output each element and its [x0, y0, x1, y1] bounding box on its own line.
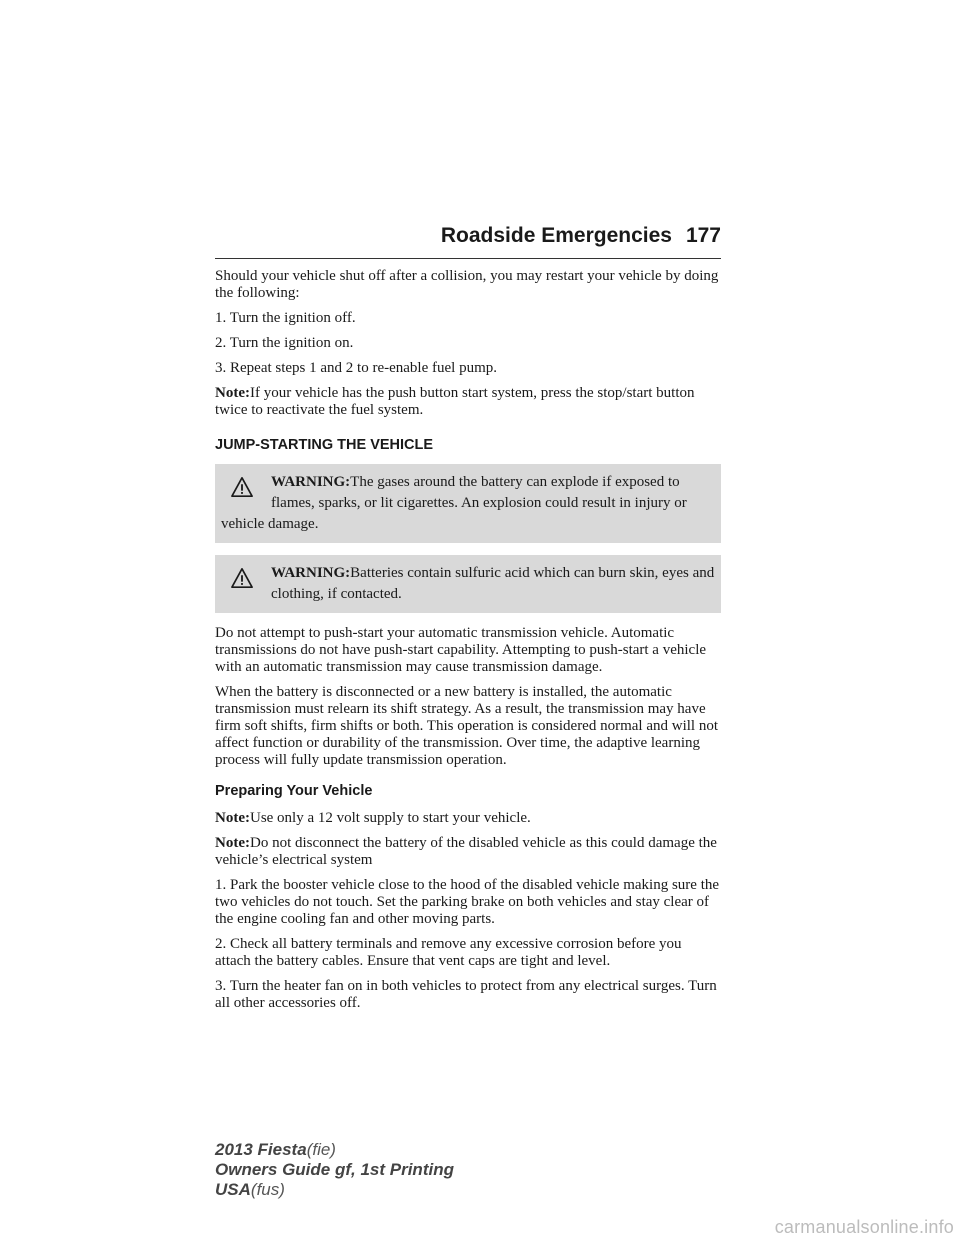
page-number: 177 [685, 224, 721, 247]
warning-label: WARNING: [271, 474, 351, 490]
intro-step-2: 2. Turn the ignition on. [215, 335, 354, 351]
warning-text: Batteries contain sulfuric acid which can burn skin, eyes and clothing, if contacted. [271, 565, 715, 602]
section-title: Roadside Emergencies [440, 224, 672, 247]
footer-model-code: (fie) [306, 1140, 336, 1159]
preparing-step-3: 3. Turn the heater fan on in both vehicles to protect from any electrical surges. Turn all other accessories off. [215, 978, 717, 1011]
intro-step-3: 3. Repeat steps 1 and 2 to re-enable fuel pump. [215, 360, 497, 376]
footer-guide: Owners Guide gf, 1st Printing [215, 1160, 454, 1179]
warning-box-2 [215, 555, 721, 613]
intro-paragraph: Should your vehicle shut off after a collision, you may restart your vehicle by doing the following: [215, 268, 719, 301]
push-start-paragraph: Do not attempt to push-start your automatic transmission vehicle. Automatic transmissions do not have push-start capability. Attempting to push-start a vehicle with an automatic transmission may cause transmission damage. [215, 625, 707, 675]
document-footer [215, 1140, 454, 1200]
note-label: Note: [215, 385, 250, 401]
relearn-paragraph: When the battery is disconnected or a new battery is installed, the automatic transmission must relearn its shift strategy. As a result, the transmission may have firm soft shifts, firm shifts or both. This operation is considered normal and will not affect function or durability of the transmission. Over time, the adaptive learning process will fully update transmission operation. [215, 684, 718, 768]
page-header [215, 224, 721, 248]
footer-model: 2013 Fiesta [215, 1140, 307, 1159]
intro-note [215, 385, 721, 419]
warning-triangle-icon [231, 476, 253, 498]
footer-market-code: (fus) [250, 1180, 285, 1199]
footer-line-3 [215, 1180, 454, 1200]
warning-triangle-icon [231, 567, 253, 589]
note-text: If your vehicle has the push button start system, press the stop/start button twice to reactivate the fuel system. [215, 385, 695, 418]
watermark-text: carmanualsonline.info [774, 1217, 954, 1237]
warning-label: WARNING: [271, 565, 351, 581]
footer-market: USA [215, 1180, 251, 1199]
preparing-step-2: 2. Check all battery terminals and remove any excessive corrosion before you attach the battery cables. Ensure that vent caps are tight and level. [215, 936, 682, 969]
note-text: Use only a 12 volt supply to start your vehicle. [249, 810, 531, 826]
header-divider [215, 258, 721, 259]
jump-start-heading: JUMP-STARTING THE VEHICLE [215, 437, 434, 453]
note-text: Do not disconnect the battery of the disabled vehicle as this could damage the vehicle’s electrical system [215, 835, 717, 868]
intro-step-1: 1. Turn the ignition off. [215, 310, 356, 326]
preparing-note-1 [215, 810, 721, 827]
preparing-step-1: 1. Park the booster vehicle close to the hood of the disabled vehicle making sure the two vehicles do not touch. Set the parking brake on both vehicles and stay clear of the engine cooling fan and other moving parts. [215, 877, 720, 927]
note-label: Note: [215, 835, 250, 851]
page-content [215, 268, 721, 1020]
preparing-heading: Preparing Your Vehicle [215, 783, 373, 799]
footer-line-1 [215, 1140, 454, 1160]
warning-box-1 [215, 464, 721, 543]
preparing-note-2 [215, 835, 721, 869]
note-label: Note: [215, 810, 250, 826]
warning-text: The gases around the battery can explode if exposed to flames, sparks, or lit cigarettes. An explosion could result in injury or vehicle damage. [221, 474, 687, 532]
footer-line-2 [215, 1160, 454, 1180]
